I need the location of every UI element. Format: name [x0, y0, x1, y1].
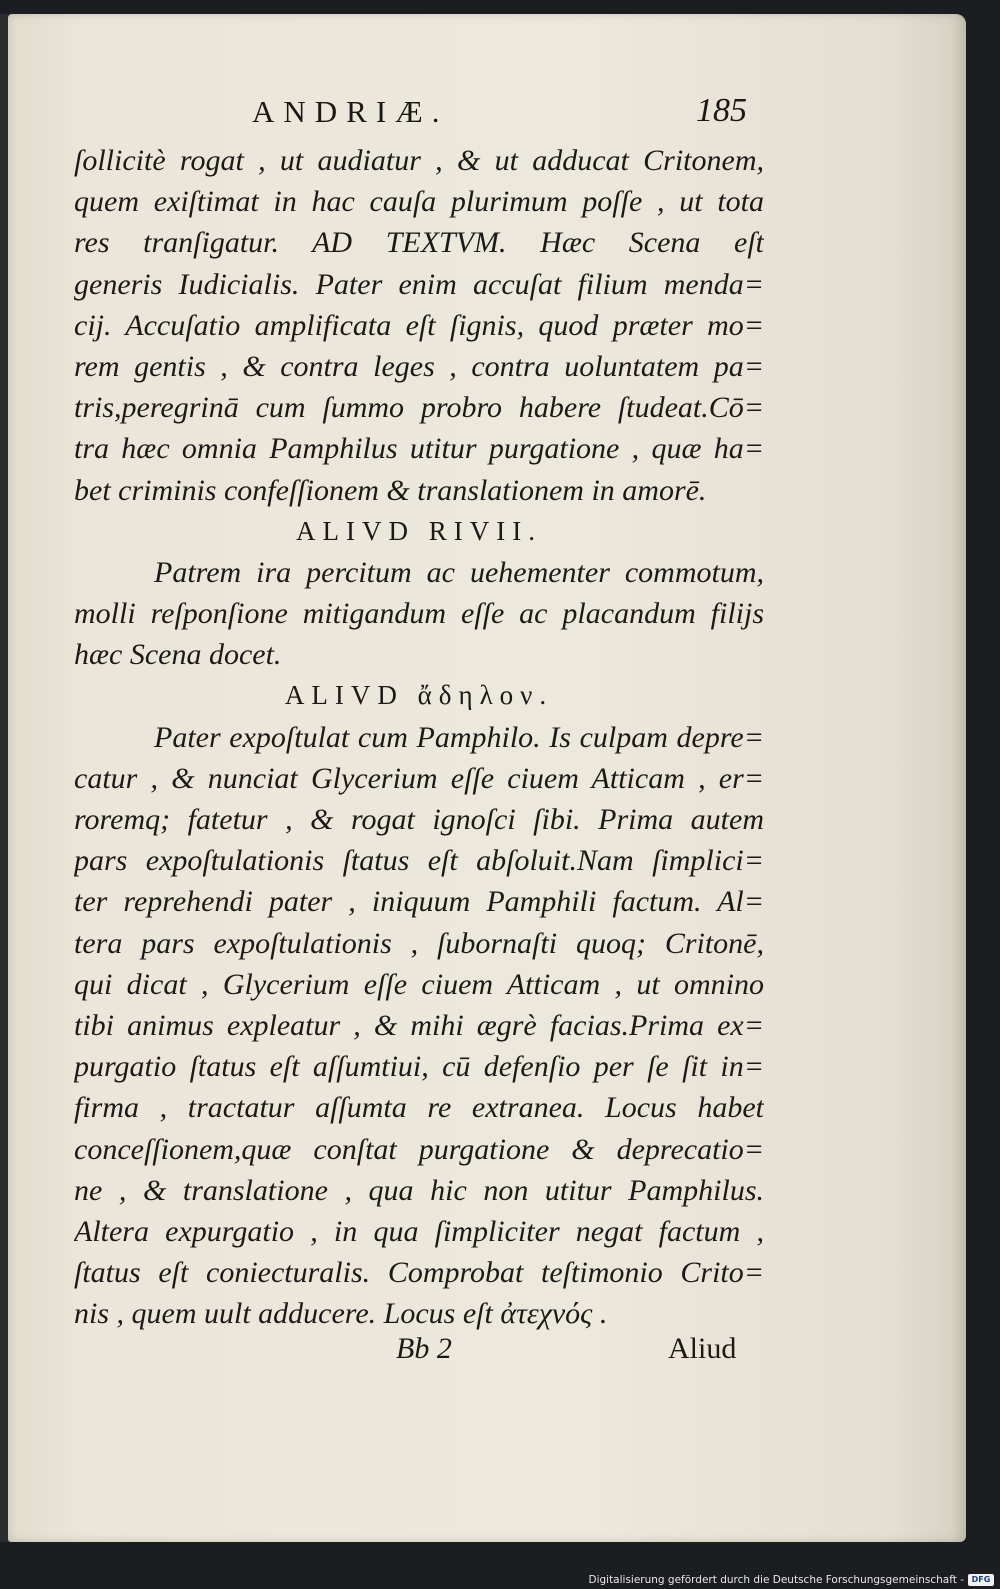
digitization-credit: Digitalisierung gefördert durch die Deutsche Forschungsgemeinschaft - [588, 1574, 964, 1586]
text-line: hæc Scena docet. [74, 638, 282, 672]
text-line: cij. Accuſatio amplificata eſt ſignis, quod præter mo= [74, 308, 764, 342]
text-line: ne , & translatione , qua hic non utitur Pamphilus. [74, 1173, 764, 1207]
text-line: tris,peregrinā cum ſummo probro habere ſtudeat.Cō= [74, 391, 764, 425]
text-line: molli reſponſione mitigandum eſſe ac placandum filijs [74, 597, 764, 631]
text-line: Pater expoſtulat cum Pamphilo. Is culpam depre= [154, 720, 764, 754]
text-line: tibi animus expleatur , & mihi ægrè facias.Prima ex= [74, 1008, 764, 1042]
section-heading: ALIVD ἄδηλον. [284, 680, 554, 711]
page-header [8, 76, 966, 129]
book-page [8, 14, 966, 1542]
dfg-logo: DFG [968, 1574, 994, 1586]
page-footer [8, 1322, 966, 1382]
text-line: Patrem ira percitum ac uehementer commotum, [154, 555, 764, 589]
text-line: res tranſigatur. AD TEXTVM. Hæc Scena eſt [74, 226, 764, 260]
signature-mark: Bb 2 [396, 1332, 452, 1365]
text-line: firma , tractatur aſſumta re extranea. Locus habet [74, 1091, 764, 1125]
text-line: rem gentis , & contra leges , contra uoluntatem pa= [74, 349, 764, 383]
text-line: tra hæc omnia Pamphilus utitur purgatione , quæ ha= [74, 432, 764, 466]
text-line: generis Iudicialis. Pater enim accuſat filium menda= [74, 267, 764, 301]
text-line: Altera expurgatio , in qua ſimpliciter negat factum , [74, 1214, 764, 1248]
text-line: nis , quem uult adducere. Locus eſt ἀτεχνός . [74, 1297, 608, 1331]
text-line: conceſſionem,quæ conſtat purgatione & deprecatio= [74, 1132, 764, 1166]
text-line: bet criminis confeſſionem & translationem in amorē. [74, 473, 707, 507]
text-line: catur , & nunciat Glycerium eſſe ciuem Atticam , er= [74, 761, 764, 795]
text-line: ter reprehendi pater , iniquum Pamphili factum. Al= [74, 885, 764, 919]
section-heading: ALIVD RIVII. [296, 515, 542, 546]
catchword: Aliud [668, 1332, 737, 1365]
page-number: 185 [696, 92, 747, 129]
text-line: ſollicitè rogat , ut audiatur , & ut adducat Critonem, [74, 144, 764, 177]
body-text [74, 140, 764, 1334]
text-line: tera pars expoſtulationis , ſubornaſti quoq; Critonē, [74, 926, 764, 960]
text-line: roremq; fatetur , & rogat ignoſci ſibi. Prima autem [74, 803, 764, 836]
text-line: ſtatus eſt coniecturalis. Comprobat teſtimonio Crito= [74, 1256, 764, 1290]
text-line: pars expoſtulationis ſtatus eſt abſoluit.Nam ſimplici= [74, 844, 764, 878]
text-line: quem exiſtimat in hac cauſa plurimum poſſe , ut tota [74, 185, 764, 219]
text-line: qui dicat , Glycerium eſſe ciuem Atticam , ut omnino [74, 967, 764, 1001]
text-line: purgatio ſtatus eſt aſſumtiui, cū defenſio per ſe ſit in= [74, 1050, 764, 1084]
running-title: ANDRIÆ. [252, 94, 449, 129]
